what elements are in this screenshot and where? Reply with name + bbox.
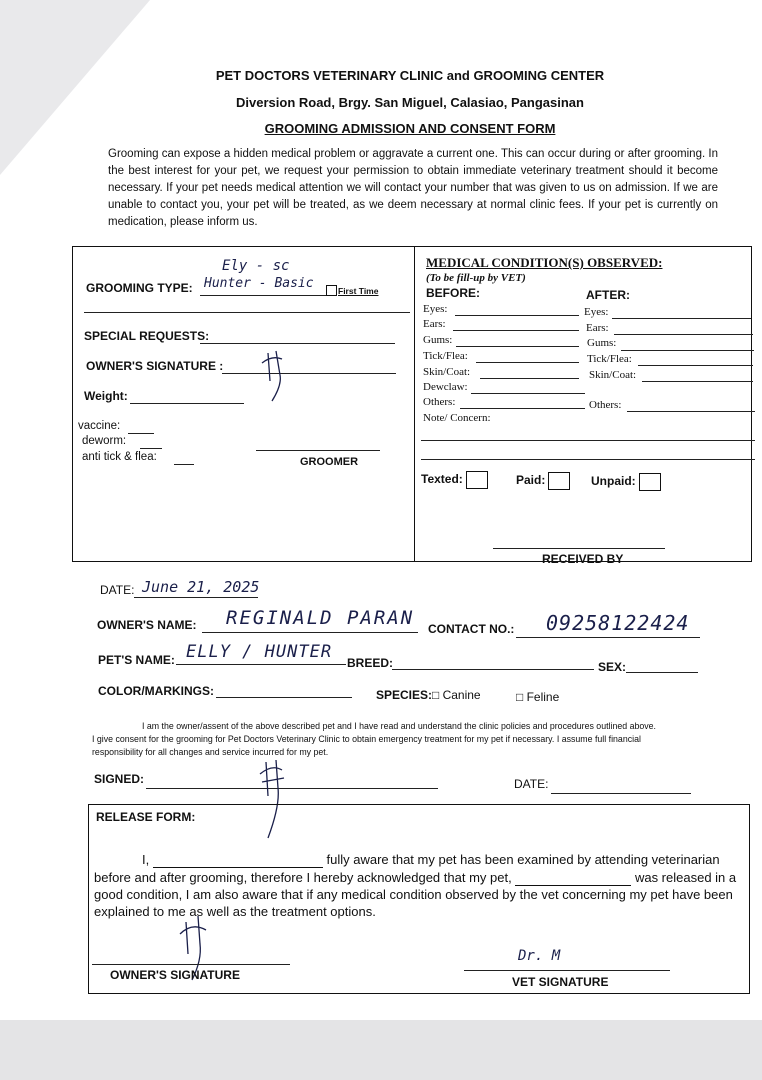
clinic-name: PET DOCTORS VETERINARY CLINIC and GROOMING CENTER xyxy=(215,68,605,83)
before-skincoat-label: Skin/Coat: xyxy=(423,366,471,378)
species-label: SPECIES: xyxy=(376,688,433,702)
deworm-line[interactable] xyxy=(140,448,162,449)
vet-signature-line[interactable] xyxy=(464,970,670,971)
anti-tick-line[interactable] xyxy=(174,464,194,465)
after-skincoat-label: Skin/Coat: xyxy=(589,369,637,381)
after-tickflea-line[interactable] xyxy=(638,365,753,366)
owner-signature-label: OWNER'S SIGNATURE : xyxy=(86,359,224,373)
vaccine-line[interactable] xyxy=(128,433,154,434)
before-label: BEFORE: xyxy=(426,286,480,300)
paid-checkbox[interactable] xyxy=(548,472,570,490)
special-requests-label: SPECIAL REQUESTS: xyxy=(84,329,210,343)
clinic-address: Diversion Road, Brgy. San Miguel, Calasiao, Pangasinan xyxy=(236,95,584,110)
consent-line-1: I am the owner/assent of the above described pet and I have read and understand the clinic policies and procedures outlined above. xyxy=(142,721,656,731)
date-value: June 21, 2025 xyxy=(142,578,260,596)
before-eyes-label: Eyes: xyxy=(423,303,448,315)
paid-label: Paid: xyxy=(516,472,570,490)
contact-line[interactable] xyxy=(516,637,700,638)
sex-line[interactable] xyxy=(626,672,698,673)
first-time-checkbox[interactable] xyxy=(326,285,337,296)
after-gums-line[interactable] xyxy=(621,350,754,351)
before-tickflea-label: Tick/Flea: xyxy=(423,350,468,362)
color-markings-label: COLOR/MARKINGS: xyxy=(98,684,214,698)
before-others-line[interactable] xyxy=(460,408,585,409)
grooming-type-label: GROOMING TYPE: xyxy=(86,281,193,295)
owner-signature-scribble xyxy=(258,345,292,407)
anti-tick-label: anti tick & flea: xyxy=(82,451,157,463)
weight-label: Weight: xyxy=(84,389,128,403)
before-gums-line[interactable] xyxy=(456,346,579,347)
medical-condition-title: MEDICAL CONDITION(S) OBSERVED: xyxy=(426,255,663,270)
before-gums-label: Gums: xyxy=(423,334,453,346)
release-pet-blank[interactable] xyxy=(515,868,631,886)
grooming-type-line xyxy=(200,295,326,296)
owner-name-line[interactable] xyxy=(202,632,418,633)
grooming-type-value-1: Ely - sc xyxy=(222,258,290,274)
after-label: AFTER: xyxy=(586,288,630,302)
release-part-1: I, xyxy=(142,852,150,867)
owner-name-value: REGINALD PARAN xyxy=(226,607,415,629)
scan-bottom-strip xyxy=(0,1020,762,1080)
received-by-label: RECEIVED BY xyxy=(542,552,624,566)
unpaid-label: Unpaid: xyxy=(591,473,661,491)
pet-name-label: PET'S NAME: xyxy=(98,653,175,667)
weight-line[interactable] xyxy=(130,403,244,404)
note-concern-label: Note/ Concern: xyxy=(423,412,491,424)
after-ears-line[interactable] xyxy=(614,334,753,335)
vet-signature-label: VET SIGNATURE xyxy=(512,975,609,989)
feline-option[interactable]: □ Feline xyxy=(516,690,560,704)
release-part-3: was released in a good condition, I am also aware that if any medical condition observed by the vet concerning my pet have been explained to me as well as the treatment options. xyxy=(94,870,737,919)
breed-line[interactable] xyxy=(392,669,594,670)
after-others-label: Others: xyxy=(589,399,622,411)
contact-value: 09258122424 xyxy=(546,611,690,635)
before-ears-line[interactable] xyxy=(453,330,579,331)
grooming-type-value-2: Hunter - Basic xyxy=(204,276,314,291)
before-skincoat-line[interactable] xyxy=(480,378,579,379)
pet-name-line[interactable] xyxy=(176,664,346,665)
texted-checkbox[interactable] xyxy=(466,471,488,489)
texted-label: Texted: xyxy=(421,471,488,489)
sex-label: SEX: xyxy=(598,660,627,674)
groomer-label: GROOMER xyxy=(300,456,359,468)
vet-initials: Dr. M xyxy=(518,948,561,964)
after-eyes-label: Eyes: xyxy=(584,306,609,318)
release-owner-signature-label: OWNER'S SIGNATURE xyxy=(110,968,240,982)
vet-fillup-note: (To be fill-up by VET) xyxy=(426,272,526,284)
first-time-label: First Time xyxy=(338,286,379,296)
before-ears-label: Ears: xyxy=(423,318,446,330)
date-label: DATE: xyxy=(100,583,135,597)
before-others-label: Others: xyxy=(423,396,456,408)
consent-line-2: I give consent for the grooming for Pet Doctors Veterinary Clinic to obtain emergency treatment for my pet if necessary. I assume full financial xyxy=(92,734,641,744)
canine-option[interactable]: □ Canine xyxy=(432,688,481,702)
form-title: GROOMING ADMISSION AND CONSENT FORM xyxy=(264,121,556,136)
color-markings-line[interactable] xyxy=(216,697,352,698)
before-dewclaw-label: Dewclaw: xyxy=(423,381,468,393)
consent-line-3: responsibility for all changes and service incurred for my pet. xyxy=(92,747,329,757)
release-title: RELEASE FORM: xyxy=(96,810,196,824)
groomer-line[interactable] xyxy=(256,450,380,451)
unpaid-checkbox[interactable] xyxy=(639,473,661,491)
pet-name-value: ELLY / HUNTER xyxy=(186,642,333,662)
special-requests-line[interactable] xyxy=(200,343,395,344)
after-others-line[interactable] xyxy=(627,411,755,412)
after-gums-label: Gums: xyxy=(587,337,617,349)
before-tickflea-line[interactable] xyxy=(476,362,579,363)
column-divider xyxy=(414,246,415,561)
received-by-line[interactable] xyxy=(493,548,665,549)
note-line-2[interactable] xyxy=(421,459,755,460)
after-ears-label: Ears: xyxy=(586,322,609,334)
grooming-extra-line xyxy=(84,312,410,313)
intro-paragraph: Grooming can expose a hidden medical problem or aggravate a current one. This can occur during or after grooming. In the best interest for your pet, we request your permission to obtain immediate veterinary treatment should it become necessary. If your pet needs medical attention we will contact your number that was given to us on admission. If we are unable to contact you, your pet will be treated, as we deem necessary at normal clinic fees. If your pet is currently on medication, please inform us. xyxy=(108,148,718,228)
after-skincoat-line[interactable] xyxy=(642,381,753,382)
consent-statement xyxy=(92,720,712,759)
release-owner-signature-line[interactable] xyxy=(92,964,290,965)
note-line-1[interactable] xyxy=(421,440,755,441)
breed-label: BREED: xyxy=(347,656,394,670)
contact-label: CONTACT NO.: xyxy=(428,622,515,636)
owner-signature-line[interactable] xyxy=(222,373,396,374)
consent-date-label: DATE: xyxy=(514,777,549,791)
release-part-2: fully aware that my pet has been examined by attending veterinarian before and after grooming, therefore I hereby acknowledged that my pet, xyxy=(94,852,720,885)
vaccine-label: vaccine: xyxy=(78,420,121,432)
deworm-label: deworm: xyxy=(82,435,127,447)
release-owner-blank[interactable] xyxy=(153,850,323,868)
owner-name-label: OWNER'S NAME: xyxy=(97,618,197,632)
date-line[interactable] xyxy=(134,597,258,598)
before-dewclaw-line[interactable] xyxy=(471,393,585,394)
after-tickflea-label: Tick/Flea: xyxy=(587,353,632,365)
consent-date-line[interactable] xyxy=(551,793,691,794)
before-eyes-line[interactable] xyxy=(455,315,579,316)
after-eyes-line[interactable] xyxy=(612,318,751,319)
signed-label: SIGNED: xyxy=(94,772,145,786)
